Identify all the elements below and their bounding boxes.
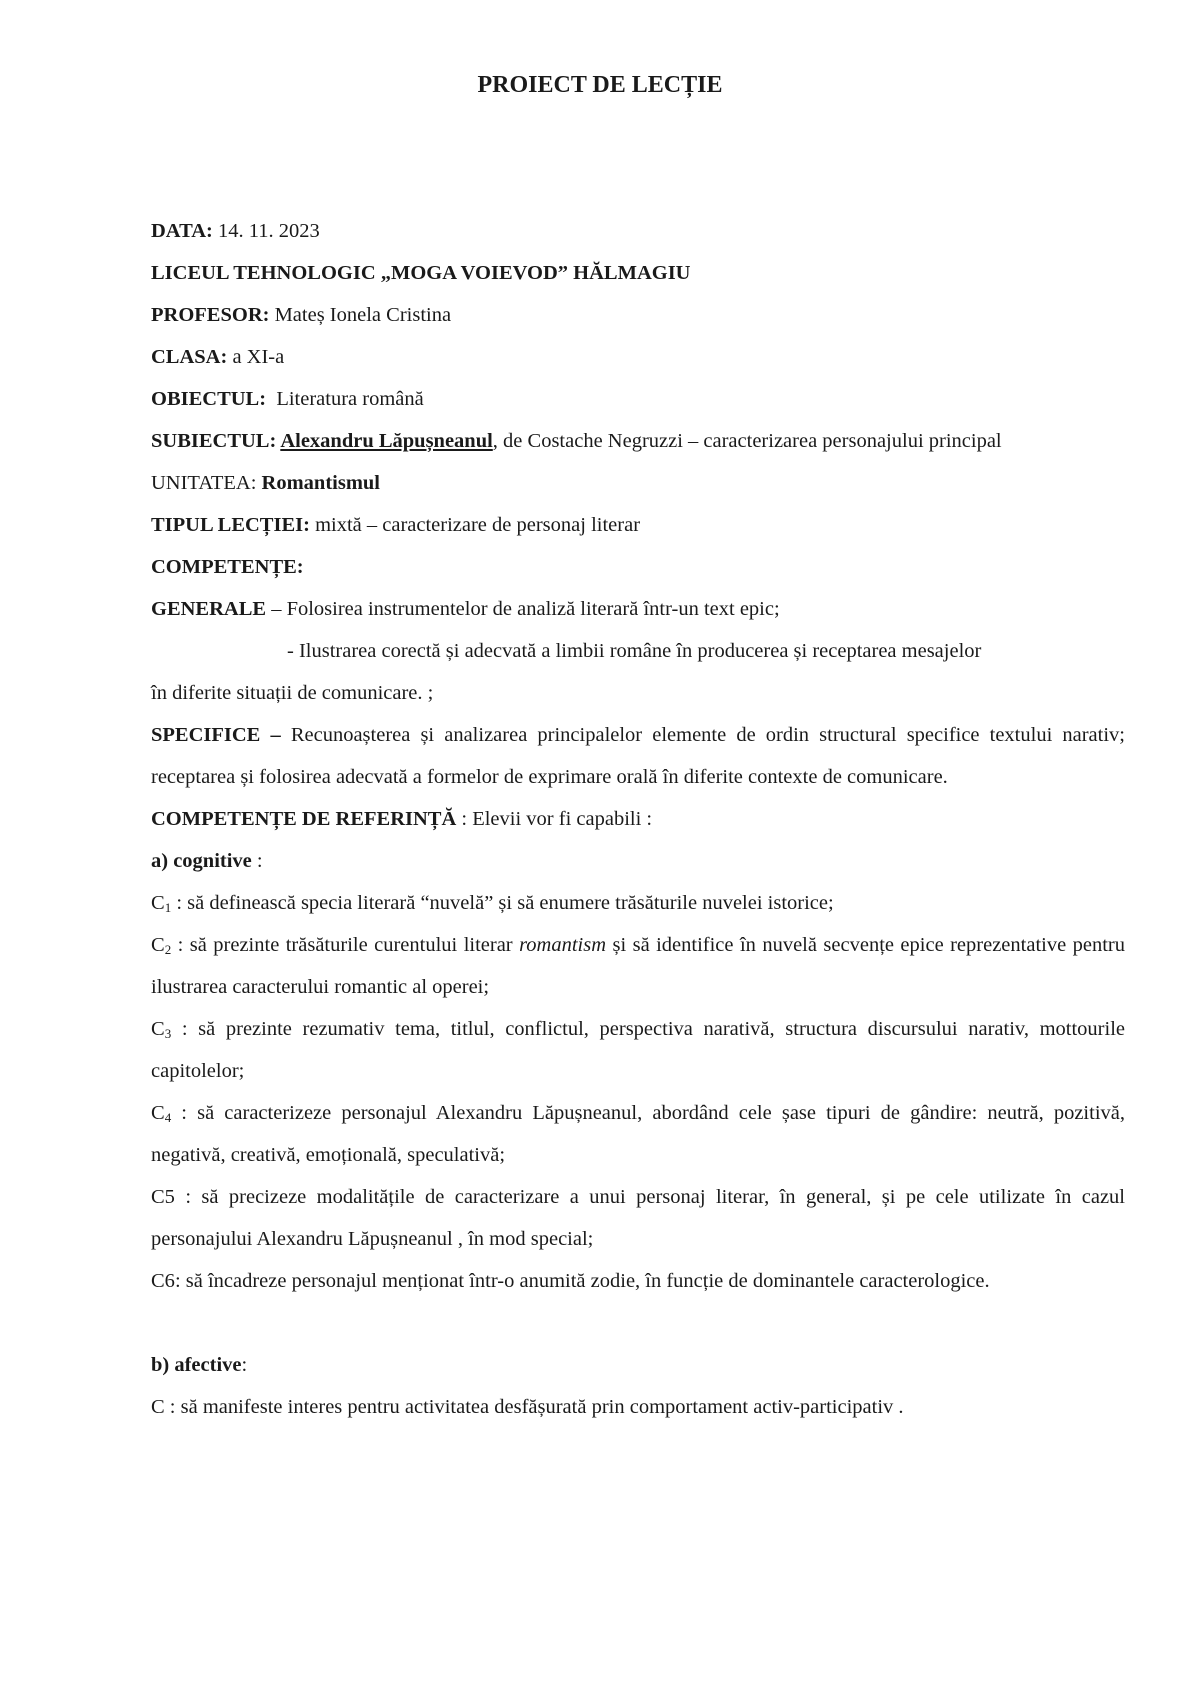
competency-c3 xyxy=(151,1008,1125,1092)
competency-index: 4 xyxy=(164,1110,172,1125)
generale-line3: în diferite situații de comunicare. ; xyxy=(151,682,434,704)
competency-c6 xyxy=(151,1260,1125,1302)
competency-text: : să caracterizeze personajul Alexandru Lăpușneanul, abordând cele șase tipuri de gândire: neutră, pozitivă, negativă, creativă, emoțională, speculativă; xyxy=(151,1102,1125,1166)
data-line xyxy=(151,210,1125,252)
generale-label: GENERALE xyxy=(151,598,267,620)
competente-heading: COMPETENȚE: xyxy=(151,556,304,578)
competency-text: : să definească specia literară “nuvelă” și să enumere trăsăturile nuvelei istorice; xyxy=(171,892,834,914)
data-value: 14. 11. 2023 xyxy=(212,220,320,242)
profesor-value: Mateș Ionela Cristina xyxy=(269,304,452,326)
obiectul-value: Literatura română xyxy=(266,388,424,410)
clasa-value: a XI-a xyxy=(227,346,285,368)
afective-item: C : să manifeste interes pentru activitatea desfășurată prin comportament activ-participativ . xyxy=(151,1396,904,1418)
generale-line1: – Folosirea instrumentelor de analiză literară într-un text epic; xyxy=(266,598,780,620)
tipul-label: TIPUL LECȚIEI: xyxy=(151,514,310,536)
specifice-text: Recunoașterea și analizarea principalelor elemente de ordin structural specifice textului narativ; receptarea și folosirea adecvată a formelor de exprimare orală în diferite contexte de comunicare. xyxy=(151,724,1125,788)
profesor-label: PROFESOR: xyxy=(151,304,270,326)
competency-index: 2 xyxy=(164,942,172,957)
competency-code: C xyxy=(151,1018,165,1040)
unitatea-line xyxy=(151,462,1125,504)
subiectul-title: Alexandru Lăpușneanul xyxy=(280,430,493,452)
competency-italic-term: romantism xyxy=(519,934,607,956)
school-line: LICEUL TEHNOLOGIC „MOGA VOIEVOD” HĂLMAGIU xyxy=(151,262,691,284)
clasa-line xyxy=(151,336,1125,378)
clasa-label: CLASA: xyxy=(151,346,228,368)
subiectul-paragraph xyxy=(151,420,1125,462)
referinta-line xyxy=(151,798,1125,840)
document-title: PROIECT DE LECȚIE xyxy=(477,72,723,98)
competency-index: 1 xyxy=(164,900,172,915)
subiectul-label: SUBIECTUL: xyxy=(151,430,281,452)
obiectul-label: OBIECTUL: xyxy=(151,388,267,410)
competency-c5 xyxy=(151,1176,1125,1260)
unitatea-value: Romantismul xyxy=(261,472,380,494)
referinta-label: COMPETENȚE DE REFERINȚĂ xyxy=(151,808,457,830)
generale-line xyxy=(151,588,1125,630)
referinta-rest: : Elevii vor fi capabili : xyxy=(456,808,653,830)
cognitive-label: a) cognitive xyxy=(151,850,252,872)
subiectul-rest: , de Costache Negruzzi – caracterizarea personajului principal xyxy=(492,430,1002,452)
competency-code: C xyxy=(151,934,165,956)
afective-rest: : xyxy=(241,1354,248,1376)
afective-label: b) afective xyxy=(151,1354,242,1376)
data-label: DATA: xyxy=(151,220,213,242)
paragraph-spacer xyxy=(151,1302,1125,1344)
competency-index: 3 xyxy=(164,1026,172,1041)
competency-text: : să prezinte trăsăturile curentului literar xyxy=(171,934,520,956)
profesor-line xyxy=(151,294,1125,336)
cognitive-heading xyxy=(151,840,1125,882)
specifice-label: SPECIFICE – xyxy=(151,724,281,746)
afective-heading xyxy=(151,1344,1125,1386)
competency-text: : să încadreze personajul menționat într-o anumită zodie, în funcție de dominantele caracterologice. xyxy=(174,1270,990,1292)
generale-line2: - Ilustrarea corectă și adecvată a limbii române în producerea și receptarea mesajelor xyxy=(287,640,982,662)
competency-code: C6 xyxy=(151,1270,175,1292)
competency-text: : să prezinte rezumativ tema, titlul, conflictul, perspectiva narativă, structura discursului narativ, mottourile capitolelor; xyxy=(151,1018,1125,1082)
competency-code: C5 xyxy=(151,1186,175,1208)
competency-text: : să precizeze modalitățile de caracterizare a unui personaj literar, în general, și pe cele utilizate în cazul personajului Alexandru Lăpușneanul , în mod special; xyxy=(151,1186,1125,1250)
competency-code: C xyxy=(151,1102,165,1124)
tipul-value: mixtă – caracterizare de personaj literar xyxy=(309,514,641,536)
cognitive-rest: : xyxy=(251,850,263,872)
competency-code: C xyxy=(151,892,165,914)
unitatea-label: UNITATEA: xyxy=(151,472,262,494)
document-body xyxy=(151,210,1125,1428)
competency-c1 xyxy=(151,882,1125,924)
competency-c2 xyxy=(151,924,1125,1008)
competency-text: și să identifice în nuvelă secvențe epice reprezentative pentru ilustrarea caracterului romantic al operei; xyxy=(151,934,1126,998)
competency-c4 xyxy=(151,1092,1125,1176)
tipul-line xyxy=(151,504,1125,546)
specifice-paragraph xyxy=(151,714,1125,798)
obiectul-line xyxy=(151,378,1125,420)
